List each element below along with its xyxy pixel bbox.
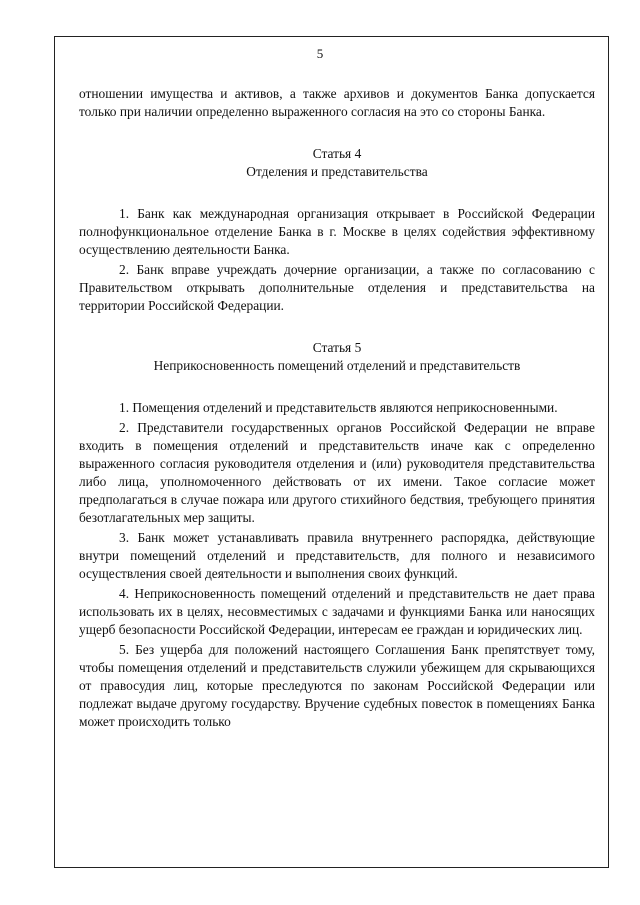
article-5-paragraph-5: 5. Без ущерба для положений настоящего Соглашения Банк препятствует тому, чтобы помещения отделений и представительств служили убежищем для скрывающихся от правосудия лиц, которые преследуются по законам Российской Федерации или подлежат выдаче другому государству. Вручение судебных повесток в помещениях Банка может происходить только [79, 642, 595, 729]
article-5-paragraph-4: 4. Неприкосновенность помещений отделений и представительств не дает права использовать их в целях, несовместимых с задачами и функциями Банка или наносящих ущерб безопасности Российской Федерации, интересам ее граждан и юридических лиц. [79, 586, 595, 637]
article-5-paragraph-2: 2. Представители государственных органов Российской Федерации не вправе входить в помещения отделений и представительств иначе как с определенно выраженного согласия руководителя отделения и (или) руководителя представительства либо лица, уполномоченного действовать от их имени. Такое согласие может предполагаться в случае пожара или другого стихийного бедствия, требующего принятия безотлагательных мер защиты. [79, 420, 595, 525]
article-5-paragraph-1: 1. Помещения отделений и представительств являются неприкосновенными. [119, 400, 558, 415]
article-4-paragraph-1: 1. Банк как международная организация открывает в Российской Федерации полнофункциональное отделение Банка в г. Москве в целях содействия эффективному осуществлению деятельности Банка. [79, 206, 595, 257]
article-4-title: Отделения и представительства [246, 164, 428, 179]
document-body [79, 85, 595, 733]
article-5-number: Статья 5 [312, 340, 362, 355]
article-5-paragraph-3: 3. Банк может устанавливать правила внутреннего распорядка, действующие внутри помещений отделений и представительств, для полного и независимого осуществления своей деятельности и выполнения своих функций. [79, 530, 595, 581]
intro-paragraph: отношении имущества и активов, а также архивов и документов Банка допускается только при наличии определенно выраженного согласия на это со стороны Банка. [79, 86, 595, 119]
article-4-paragraph-2: 2. Банк вправе учреждать дочерние организации, а также по согласованию с Правительством открывать дополнительные отделения и представительства на территории Российской Федерации. [79, 262, 595, 313]
page-number: 5 [316, 46, 324, 61]
article-5-title: Неприкосновенность помещений отделений и представительств [153, 358, 521, 373]
article-4-number: Статья 4 [312, 146, 362, 161]
